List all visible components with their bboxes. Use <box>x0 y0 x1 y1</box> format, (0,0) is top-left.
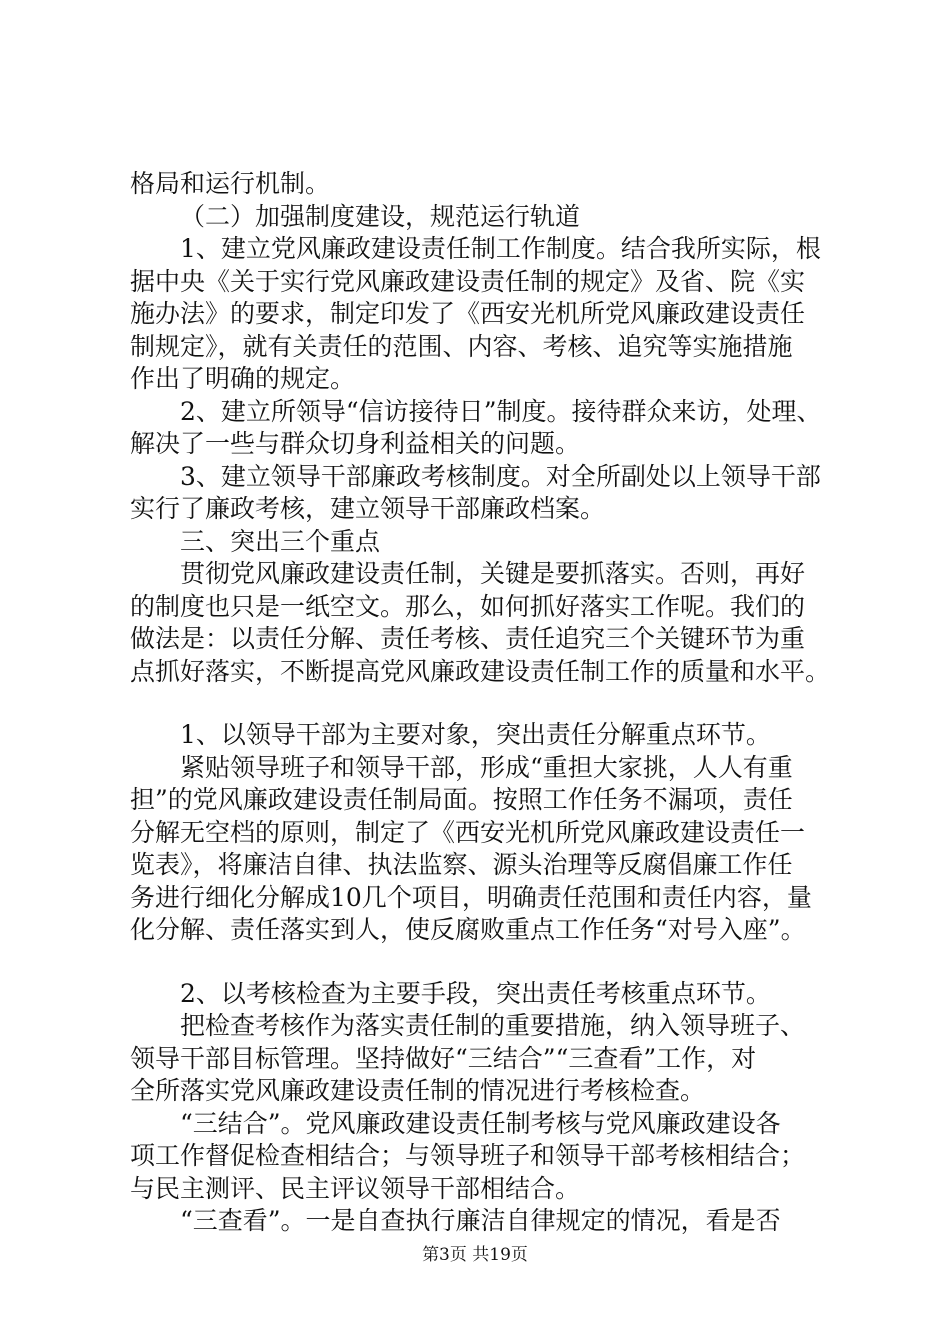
subheading: 1、以领导干部为主要对象，突出责任分解重点环节。 <box>180 720 771 749</box>
text-line: 与民主测评、民主评议领导干部相结合。 <box>130 1173 581 1203</box>
text-line: 领导干部目标管理。坚持做好“三结合”“三查看”工作，对 <box>130 1043 757 1073</box>
text-line: 紧贴领导班子和领导干部，形成“重担大家挑，人人有重 <box>180 752 793 782</box>
text-line: 制规定》，就有关责任的范围、内容、考核、追究等实施措施 <box>130 331 793 361</box>
document-body <box>130 168 830 1238</box>
text-line: 3、建立领导干部廉政考核制度。对全所副处以上领导干部 <box>180 461 821 491</box>
subheading: 2、以考核检查为主要手段，突出责任考核重点环节。 <box>180 978 771 1008</box>
text-line: 解决了一些与群众切身利益相关的问题。 <box>130 429 581 458</box>
page-footer: 第3页 共19页 <box>422 1245 528 1265</box>
text-line: 1、建立党风廉政建设责任制工作制度。结合我所实际，根 <box>180 234 821 263</box>
text-line: 据中央《关于实行党风廉政建设责任制的规定》及省、院《实 <box>130 266 806 296</box>
text-line: 格局和运行机制。 <box>130 169 331 198</box>
paragraph-gap <box>130 688 830 719</box>
text-line: 把检查考核作为落实责任制的重要措施，纳入领导班子、 <box>180 1011 806 1040</box>
section-heading: 三、突出三个重点 <box>180 526 381 556</box>
text-line: 项工作督促检查相结合；与领导班子和领导干部考核相结合； <box>130 1141 806 1170</box>
text-line: 实行了廉政考核，建立领导干部廉政档案。 <box>130 494 606 523</box>
text-line: 贯彻党风廉政建设责任制，关键是要抓落实。否则，再好 <box>180 559 806 588</box>
section-heading: （二）加强制度建设，规范运行轨道 <box>180 201 581 231</box>
text-line: 作出了明确的规定。 <box>130 364 356 393</box>
text-line: 施办法》的要求，制定印发了《西安光机所党风廉政建设责任 <box>130 299 806 328</box>
text-line: “三结合”。党风廉政建设责任制考核与党风廉政建设各 <box>180 1108 781 1138</box>
text-line: 做法是：以责任分解、责任考核、责任追究三个关键环节为重 <box>130 624 806 653</box>
text-line: 2、建立所领导“信访接待日”制度。接待群众来访，处理、 <box>180 396 822 426</box>
paragraph-gap <box>130 947 830 978</box>
text-line: 化分解、责任落实到人，使反腐败重点工作任务“对号入座”。 <box>130 915 806 944</box>
text-line: 担”的党风廉政建设责任制局面。按照工作任务不漏项，责任 <box>130 785 793 814</box>
text-line: 分解无空档的原则，制定了《西安光机所党风廉政建设责任一 <box>130 817 806 847</box>
text-line: 全所落实党风廉政建设责任制的情况进行考核检查。 <box>130 1076 706 1105</box>
text-line: 务进行细化分解成10几个项目，明确责任范围和责任内容，量 <box>130 882 812 912</box>
text-line: 的制度也只是一纸空文。那么，如何抓好落实工作呢。我们的 <box>130 591 806 621</box>
text-line: 览表》，将廉洁自律、执法监察、源头治理等反腐倡廉工作任 <box>130 850 793 879</box>
text-line: 点抓好落实，不断提高党风廉政建设责任制工作的质量和水平。 <box>130 656 831 686</box>
text-line: “三查看”。一是自查执行廉洁自律规定的情况，看是否 <box>180 1206 781 1235</box>
